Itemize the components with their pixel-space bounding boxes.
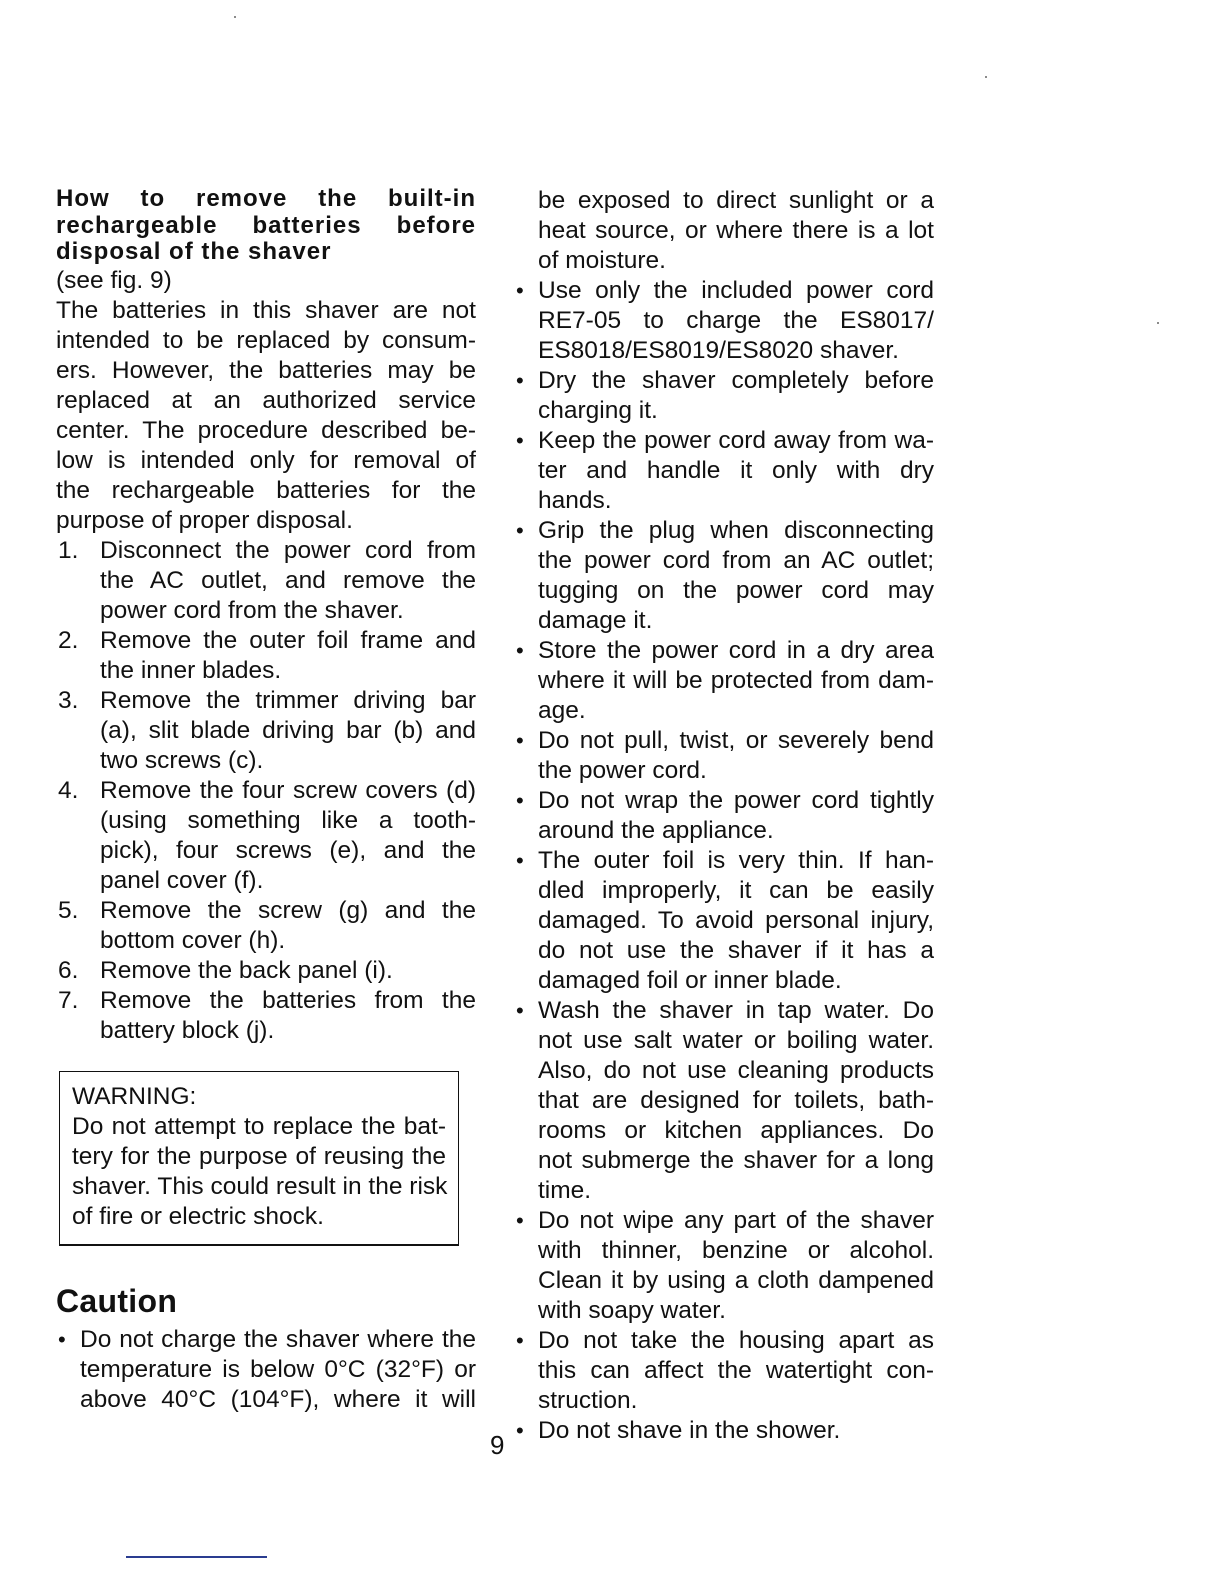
list-item bbox=[514, 516, 934, 636]
section-heading bbox=[56, 186, 476, 266]
step-line: pick), four screws (e), and the bbox=[100, 836, 476, 864]
bullet-line: tugging on the power cord may bbox=[538, 577, 934, 604]
bullet-line: damage it. bbox=[538, 607, 653, 634]
bullet-icon: • bbox=[516, 1208, 524, 1233]
bullet-line: above 40°C (104°F), where it will bbox=[80, 1385, 476, 1413]
list-item bbox=[56, 626, 476, 686]
list-item bbox=[56, 986, 476, 1046]
bullet-line: Clean it by using a cloth dampened bbox=[538, 1267, 934, 1294]
caution-bullet-list bbox=[514, 276, 934, 1446]
list-item bbox=[514, 726, 934, 786]
intro-line: low is intended only for removal of bbox=[56, 446, 476, 474]
intro-paragraph bbox=[56, 296, 476, 536]
list-item bbox=[514, 366, 934, 426]
warning-line: shaver. This could result in the risk bbox=[72, 1172, 448, 1200]
step-line: Remove the four screw covers (d) bbox=[100, 776, 476, 804]
step-line: battery block (j). bbox=[100, 1016, 275, 1044]
warning-line: Do not attempt to replace the bat- bbox=[72, 1112, 446, 1140]
step-line: Remove the batteries from the bbox=[100, 986, 476, 1014]
step-line: Remove the back panel (i). bbox=[100, 956, 393, 984]
bullet-line: Use only the included power cord bbox=[538, 277, 934, 304]
left-column bbox=[56, 186, 476, 1415]
bullet-line: Wash the shaver in tap water. Do bbox=[538, 997, 934, 1024]
heading-line: disposal of the shaver bbox=[56, 238, 332, 265]
step-number: 5. bbox=[58, 896, 79, 924]
list-item bbox=[514, 1326, 934, 1416]
figure-reference: (see fig. 9) bbox=[56, 266, 172, 294]
bullet-line: of moisture. bbox=[538, 247, 666, 274]
step-line: bottom cover (h). bbox=[100, 926, 286, 954]
list-item bbox=[56, 1325, 476, 1415]
step-line: Disconnect the power cord from bbox=[100, 536, 476, 564]
bullet-icon: • bbox=[516, 998, 524, 1023]
bullet-icon: • bbox=[516, 1328, 524, 1353]
list-item bbox=[514, 786, 934, 846]
bullet-icon: • bbox=[516, 728, 524, 753]
bottom-rule bbox=[126, 1556, 267, 1558]
bullet-line: age. bbox=[538, 697, 586, 724]
heading-line: How to remove the built-in bbox=[56, 185, 476, 212]
bullet-line: where it will be protected from dam- bbox=[538, 667, 934, 694]
list-item bbox=[514, 996, 934, 1206]
scan-speck bbox=[985, 76, 987, 78]
bullet-line: that are designed for toilets, bath- bbox=[538, 1087, 934, 1114]
step-line: two screws (c). bbox=[100, 746, 264, 774]
bullet-line: Do not charge the shaver where the bbox=[80, 1325, 476, 1353]
caution-heading: Caution bbox=[56, 1282, 178, 1319]
bullet-line: this can affect the watertight con- bbox=[538, 1357, 934, 1384]
bullet-line: Keep the power cord away from wa- bbox=[538, 427, 934, 454]
step-number: 7. bbox=[58, 986, 79, 1014]
list-item bbox=[514, 846, 934, 996]
step-number: 2. bbox=[58, 626, 79, 654]
bullet-line: Grip the plug when disconnecting bbox=[538, 517, 934, 544]
bullet-line: charging it. bbox=[538, 397, 658, 424]
step-number: 1. bbox=[58, 536, 79, 564]
step-line: the inner blades. bbox=[100, 656, 282, 684]
bullet-line: struction. bbox=[538, 1387, 638, 1414]
bullet-icon: • bbox=[516, 848, 524, 873]
step-line: (using something like a tooth- bbox=[100, 806, 476, 834]
step-number: 6. bbox=[58, 956, 79, 984]
bullet-line: be exposed to direct sunlight or a bbox=[538, 187, 934, 214]
step-line: panel cover (f). bbox=[100, 866, 264, 894]
bullet-line: Do not wipe any part of the shaver bbox=[538, 1207, 934, 1234]
intro-line: ers. However, the batteries may be bbox=[56, 356, 476, 384]
step-line: Remove the screw (g) and the bbox=[100, 896, 476, 924]
right-column bbox=[514, 186, 934, 1446]
bullet-line: damaged. To avoid personal injury, bbox=[538, 907, 934, 934]
list-item bbox=[56, 536, 476, 626]
bullet-line: dled improperly, it can be easily bbox=[538, 877, 934, 904]
bullet-continuation bbox=[514, 186, 934, 276]
step-number: 4. bbox=[58, 776, 79, 804]
bullet-line: Store the power cord in a dry area bbox=[538, 637, 934, 664]
list-item bbox=[514, 636, 934, 726]
bullet-line: Also, do not use cleaning products bbox=[538, 1057, 934, 1084]
bullet-icon: • bbox=[516, 638, 524, 663]
list-item bbox=[514, 426, 934, 516]
scan-speck bbox=[234, 16, 236, 18]
bullet-line: the power cord. bbox=[538, 757, 707, 784]
bullet-line: Do not pull, twist, or severely bend bbox=[538, 727, 934, 754]
bullet-line: not submerge the shaver for a long bbox=[538, 1147, 934, 1174]
intro-line: The batteries in this shaver are not bbox=[56, 296, 476, 324]
bullet-line: with thinner, benzine or alcohol. bbox=[538, 1237, 934, 1264]
list-item bbox=[514, 1206, 934, 1326]
warning-line: of fire or electric shock. bbox=[72, 1202, 324, 1230]
bullet-line: rooms or kitchen appliances. Do bbox=[538, 1117, 934, 1144]
bullet-line: damaged foil or inner blade. bbox=[538, 967, 842, 994]
step-number: 3. bbox=[58, 686, 79, 714]
bullet-line: temperature is below 0°C (32°F) or bbox=[80, 1355, 476, 1383]
warning-box bbox=[59, 1071, 459, 1246]
bullet-line: heat source, or where there is a lot bbox=[538, 217, 934, 244]
scan-speck bbox=[1157, 322, 1159, 324]
warning-title: WARNING: bbox=[72, 1082, 197, 1110]
step-line: Remove the outer foil frame and bbox=[100, 626, 476, 654]
bullet-line: Do not wrap the power cord tightly bbox=[538, 787, 934, 814]
bullet-line: Dry the shaver completely before bbox=[538, 367, 934, 394]
step-line: (a), slit blade driving bar (b) and bbox=[100, 716, 476, 744]
bullet-line: ter and handle it only with dry bbox=[538, 457, 934, 484]
bullet-line: do not use the shaver if it has a bbox=[538, 937, 934, 964]
intro-line: purpose of proper disposal. bbox=[56, 506, 353, 534]
removal-steps-list bbox=[56, 536, 476, 1046]
bullet-icon: • bbox=[516, 518, 524, 543]
bullet-line: Do not shave in the shower. bbox=[538, 1417, 841, 1444]
bullet-icon: • bbox=[516, 788, 524, 813]
bullet-icon: • bbox=[58, 1326, 66, 1352]
bullet-line: RE7-05 to charge the ES8017/ bbox=[538, 307, 934, 334]
page-number: 9 bbox=[490, 1430, 505, 1460]
step-line: power cord from the shaver. bbox=[100, 596, 404, 624]
list-item bbox=[514, 276, 934, 366]
bullet-line: the power cord from an AC outlet; bbox=[538, 547, 934, 574]
bullet-line: time. bbox=[538, 1177, 592, 1204]
bullet-line: around the appliance. bbox=[538, 817, 774, 844]
step-line: Remove the trimmer driving bar bbox=[100, 686, 476, 714]
list-item bbox=[56, 896, 476, 956]
step-line: the AC outlet, and remove the bbox=[100, 566, 476, 594]
bullet-line: not use salt water or boiling water. bbox=[538, 1027, 934, 1054]
intro-line: intended to be replaced by consum- bbox=[56, 326, 476, 354]
bullet-icon: • bbox=[516, 1418, 524, 1443]
bullet-line: hands. bbox=[538, 487, 612, 514]
bullet-line: with soapy water. bbox=[538, 1297, 726, 1324]
bullet-line: The outer foil is very thin. If han- bbox=[538, 847, 934, 874]
bullet-icon: • bbox=[516, 428, 524, 453]
bullet-line: Do not take the housing apart as bbox=[538, 1327, 934, 1354]
intro-line: replaced at an authorized service bbox=[56, 386, 476, 414]
warning-line: tery for the purpose of reusing the bbox=[72, 1142, 446, 1170]
bullet-icon: • bbox=[516, 368, 524, 393]
list-item bbox=[56, 686, 476, 776]
intro-line: the rechargeable batteries for the bbox=[56, 476, 476, 504]
heading-line: rechargeable batteries before bbox=[56, 211, 476, 239]
list-item bbox=[56, 956, 476, 986]
intro-line: center. The procedure described be- bbox=[56, 416, 476, 444]
list-item bbox=[56, 776, 476, 896]
list-item bbox=[514, 1416, 934, 1446]
bullet-icon: • bbox=[516, 278, 524, 303]
bullet-line: ES8018/ES8019/ES8020 shaver. bbox=[538, 337, 899, 364]
